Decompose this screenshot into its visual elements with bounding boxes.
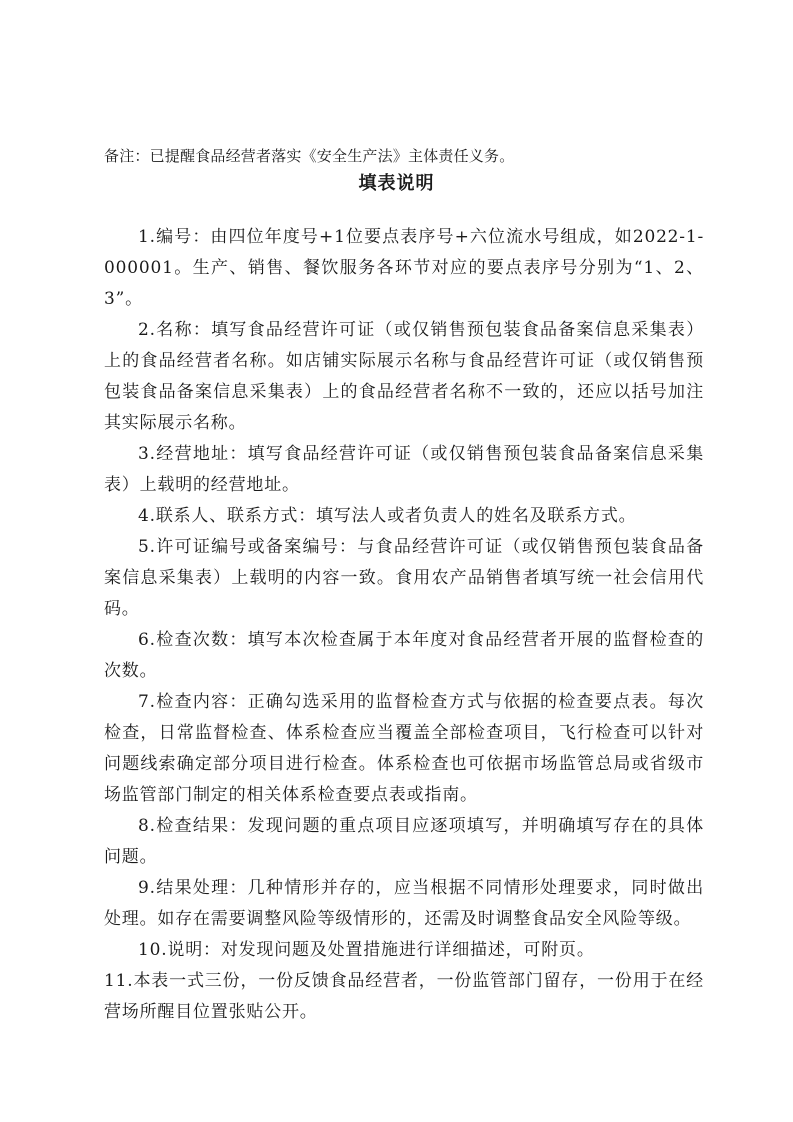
remark-note: 备注：已提醒食品经营者落实《安全生产法》主体责任义务。 <box>104 147 515 165</box>
instruction-item-11: 11.本表一式三份，一份反馈食品经营者，一份监管部门留存，一份用于在经营场所醒目位置张贴公开。 <box>104 971 704 1022</box>
instruction-item-8: 8.检查结果：发现问题的重点项目应逐项填写，并明确填写存在的具体问题。 <box>104 816 704 867</box>
instruction-item-6: 6.检查次数：填写本次检查属于本年度对食品经营者开展的监督检查的次数。 <box>104 630 704 681</box>
instruction-item-10: 10.说明：对发现问题及处置措施进行详细描述，可附页。 <box>138 940 595 960</box>
instruction-item-7: 7.检查内容：正确勾选采用的监督检查方式与依据的检查要点表。每次检查，日常监督检查、体系检查应当覆盖全部检查项目，飞行检查可以针对问题线索确定部分项目进行检查。体系检查也可依据市场监管总局或省级市场监管部门制定的相关体系检查要点表或指南。 <box>104 692 704 805</box>
instruction-item-9: 9.结果处理：几种情形并存的，应当根据不同情形处理要求，同时做出处理。如存在需要调整风险等级情形的，还需及时调整食品安全风险等级。 <box>104 878 704 929</box>
instruction-item-3: 3.经营地址：填写食品经营许可证（或仅销售预包装食品备案信息采集表）上载明的经营地址。 <box>104 444 704 495</box>
instruction-item-4: 4.联系人、联系方式：填写法人或者负责人的姓名及联系方式。 <box>138 506 637 526</box>
instruction-item-5: 5.许可证编号或备案编号：与食品经营许可证（或仅销售预包装食品备案信息采集表）上载明的内容一致。食用农产品销售者填写统一社会信用代码。 <box>104 537 704 619</box>
page-title: 填表说明 <box>358 173 435 194</box>
instruction-item-1: 1.编号：由四位年度号+1位要点表序号+六位流水号组成，如2022-1-000001。生产、销售、餐饮服务各环节对应的要点表序号分别为“1、2、3”。 <box>104 227 704 309</box>
instruction-item-2: 2.名称：填写食品经营许可证（或仅销售预包装食品备案信息采集表）上的食品经营者名称。如店铺实际展示名称与食品经营许可证（或仅销售预包装食品备案信息采集表）上的食品经营者名称不一致的，还应以括号加注其实际展示名称。 <box>104 320 704 433</box>
instructions-body <box>104 222 704 1028</box>
